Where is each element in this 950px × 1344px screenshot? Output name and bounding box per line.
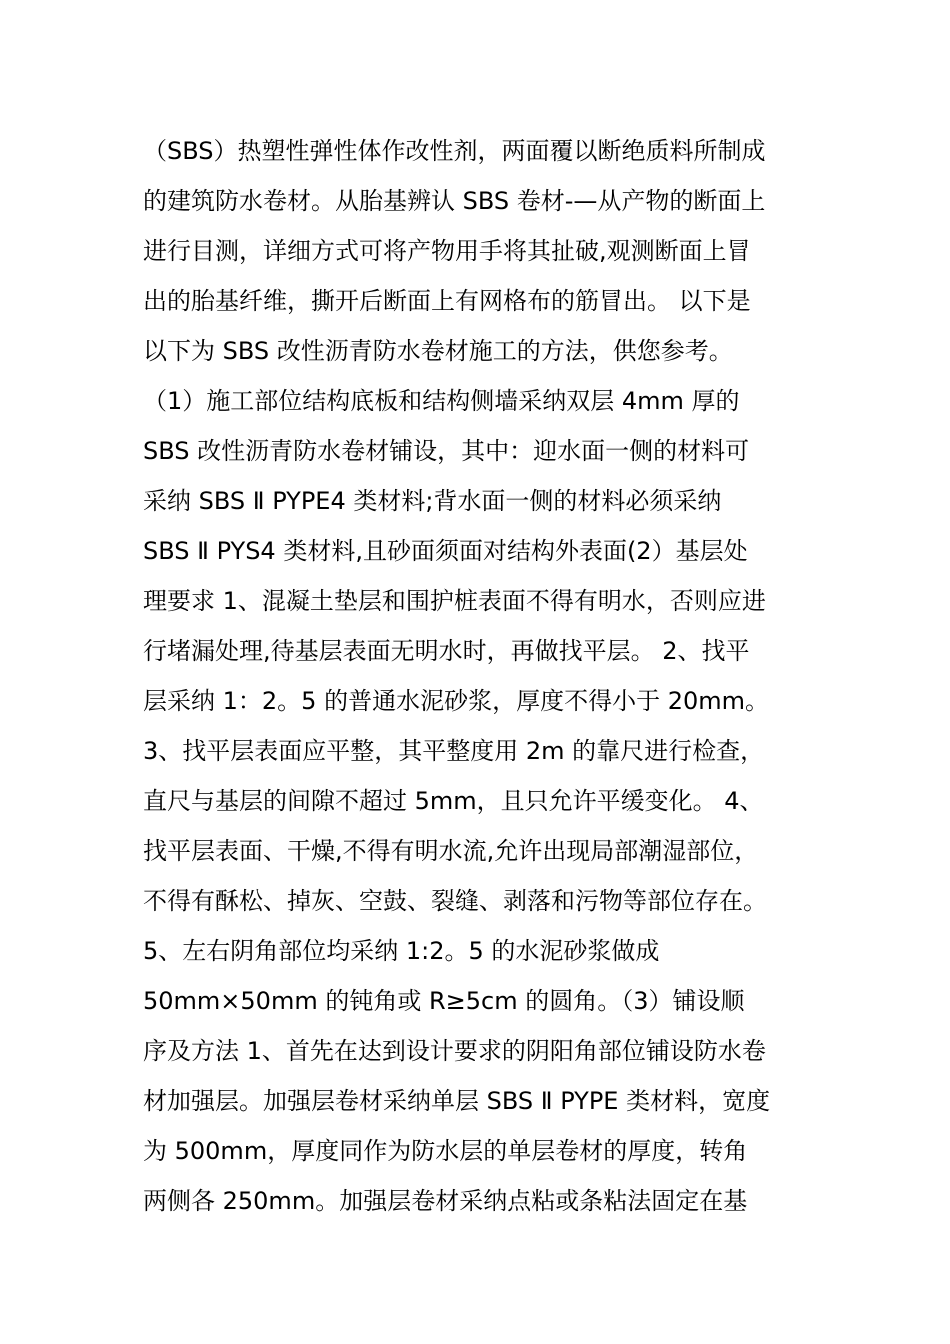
text-line: （SBS）热塑性弹性体作改性剂，两面覆以断绝质料所制成 [143,137,766,165]
text-line: （1）施工部位结构底板和结构侧墙采纳双层 4mm 厚的 [143,387,740,415]
text-line: 为 500mm，厚度同作为防水层的单层卷材的厚度，转角 [143,1137,748,1165]
text-line: 5、左右阴角部位均采纳 1:2。5 的水泥砂浆做成 [143,937,660,965]
text-line: 采纳 SBS Ⅱ PYPE4 类材料;背水面一侧的材料必须采纳 [143,487,722,515]
text-line: 以下为 SBS 改性沥青防水卷材施工的方法，供您参考。 [143,337,733,365]
text-line: 找平层表面、干燥,不得有明水流,允许出现局部潮湿部位， [143,837,759,865]
text-line: SBS Ⅱ PYS4 类材料,且砂面须面对结构外表面(2）基层处 [143,537,748,565]
text-line: 理要求 1、混凝土垫层和围护桩表面不得有明水，否则应进 [143,587,766,615]
body-text [143,126,813,1226]
text-line: 序及方法 1、首先在达到设计要求的阴阳角部位铺设防水卷 [143,1037,766,1065]
text-line: SBS 改性沥青防水卷材铺设，其中：迎水面一侧的材料可 [143,437,750,465]
text-line: 出的胎基纤维，撕开后断面上有网格布的筋冒出。 以下是 [143,287,751,315]
text-line: 两侧各 250mm。加强层卷材采纳点粘或条粘法固定在基 [143,1187,748,1215]
text-line: 行堵漏处理,待基层表面无明水时，再做找平层。 2、找平 [143,637,750,665]
text-line: 50mm×50mm 的钝角或 R≥5cm 的圆角。（3）铺设顺 [143,987,745,1015]
text-line: 不得有酥松、掉灰、空鼓、裂缝、剥落和污物等部位存在。 [143,887,767,915]
text-line: 材加强层。加强层卷材采纳单层 SBS Ⅱ PYPE 类材料，宽度 [143,1087,771,1115]
text-line: 3、找平层表面应平整，其平整度用 2m 的靠尺进行检查， [143,737,765,765]
text-line: 进行目测，详细方式可将产物用手将其扯破,观测断面上冒 [143,237,751,265]
text-line: 层采纳 1：2。5 的普通水泥砂浆，厚度不得小于 20mm。 [143,687,769,715]
text-line: 直尺与基层的间隙不超过 5mm，且只允许平缓变化。 4、 [143,787,764,815]
text-line: 的建筑防水卷材。从胎基辨认 SBS 卷材-—从产物的断面上 [143,187,766,215]
